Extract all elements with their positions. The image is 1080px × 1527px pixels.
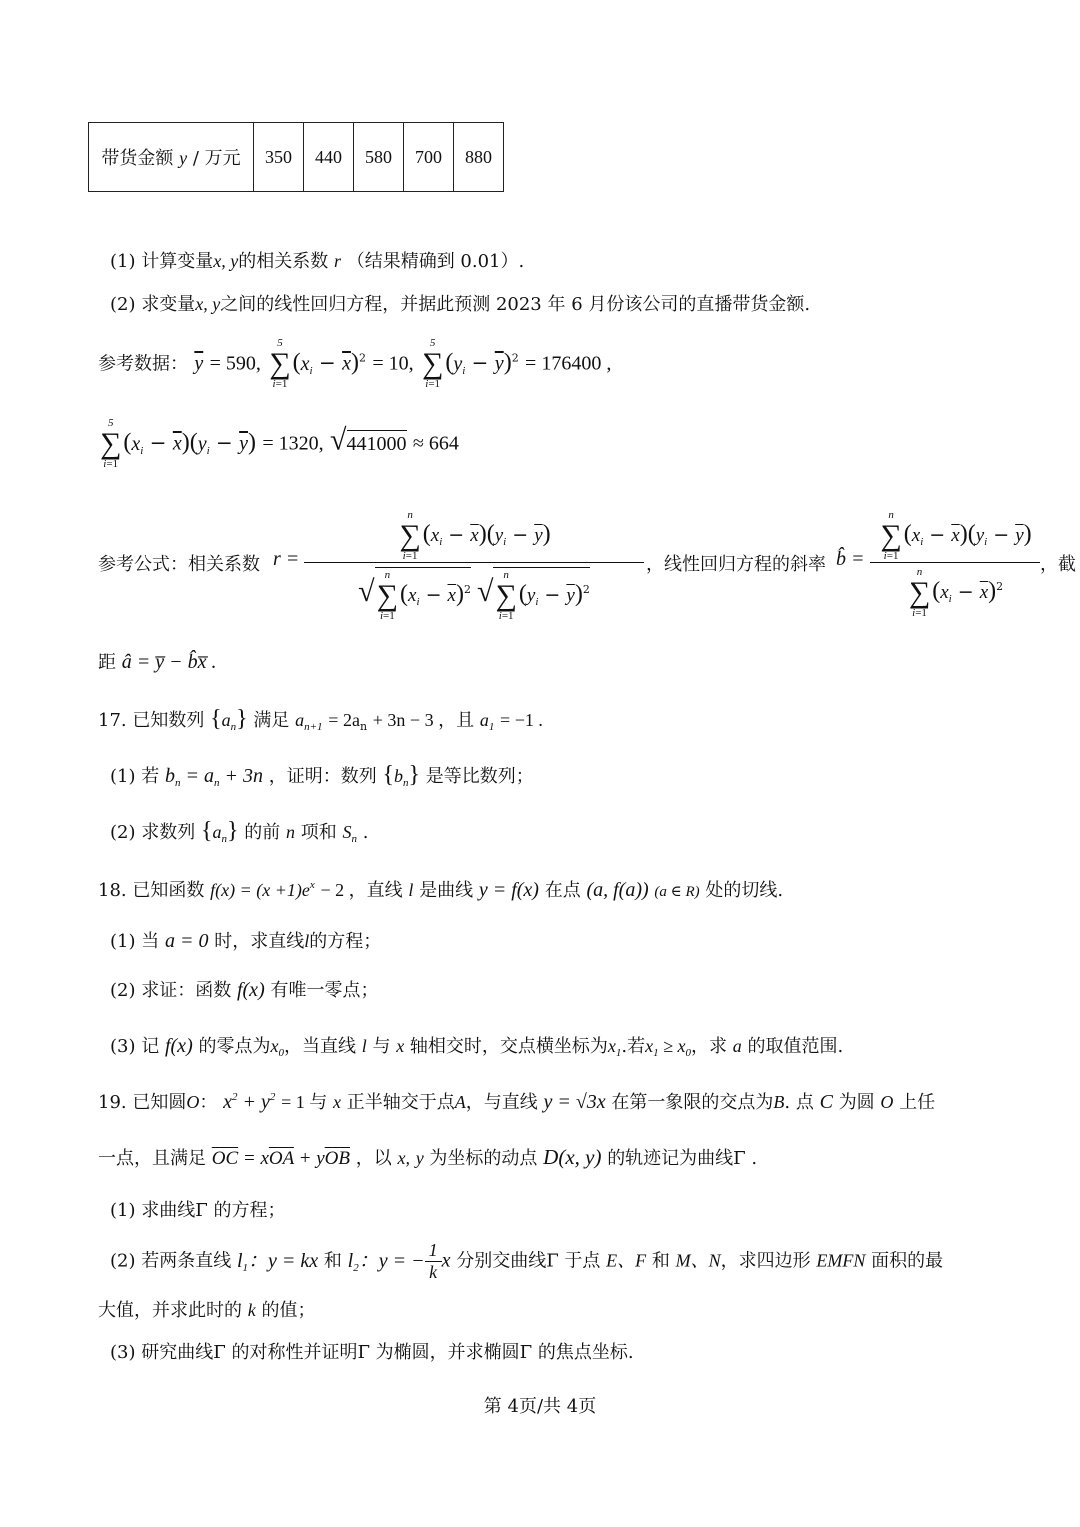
text: 满足 (253, 710, 290, 731)
value-cell: 350 (254, 123, 304, 192)
text: 时，求直线 (214, 931, 305, 952)
text: .若 (621, 1036, 646, 1057)
label: 参考数据： (98, 353, 188, 375)
q18-part2: (2) 求证：函数 f(x) 有唯一零点； (110, 979, 379, 1001)
sqrt-icon: √ (330, 423, 347, 457)
math: r (333, 251, 341, 271)
math: + 3n − 3 ，且 (372, 710, 475, 730)
text: 和 (651, 1250, 670, 1272)
q19-stem-line2: 一点，且满足 $\overline{OC} = x\overline{OA} + y\overline{OB}$ ，以 x, y 为坐标的动点 D(x, y) 的轨迹记为曲线Γ . (98, 1145, 758, 1169)
text: 的取值范围. (747, 1036, 844, 1057)
text: 的前 (244, 822, 281, 843)
q19-part1 (110, 1196, 285, 1222)
text: 的相关系数 (238, 251, 329, 272)
text: 是曲线 (419, 880, 474, 901)
text: （结果精确到 0.01）. (346, 251, 525, 272)
part-number: (2) (110, 1250, 136, 1272)
text: 求证：函数 (141, 980, 232, 1001)
value-cell: 580 (354, 123, 404, 192)
text: 轴相交时，交点横坐标为 (409, 1036, 608, 1057)
part-number: (2) (110, 980, 136, 1001)
part-number: (1) (110, 1200, 136, 1221)
part-number: (2) (110, 822, 136, 843)
text: 与 (372, 1036, 391, 1057)
q18-part1: (1) 当 a = 0 时，求直线l的方程； (110, 930, 382, 952)
text: ： (199, 1092, 218, 1113)
q16-part2 (110, 290, 810, 316)
text: ，求 (691, 1036, 728, 1057)
math: f(x) = (x +1)e (210, 880, 310, 900)
text: 之间的线性回归方程，并据此预测 2023 年 6 月份该公司的直播带货金额. (220, 294, 811, 315)
label: 距 (98, 652, 116, 673)
text: 项和 (300, 822, 337, 843)
q16-ref-data-1: 参考数据： $\overline{y} = 590$, 5 ∑ i=1 $(x_i - \overline{x})^2 = 10$, 5 ∑ i=1 $(y_i - \overline{y})^2 = 176400$ , (98, 337, 612, 390)
q17-stem: 17. 已知数列 $\{a_n\}$ 满足 $a_{n+1} = 2a_n + 3n - 3$ ，且 $a_1 = -1$ . (98, 706, 543, 733)
correlation-formula: n ∑ i=1 $(x_i - \overline{x})(y_i - \overline{y})$ √ n ∑ i=1 $(x_i - \overline{x})^2$ √ n ∑ i=1 $(y_i - \overline{y})^2$ (304, 510, 644, 627)
q19-part2: (2) 若两条直线 $l_1$：y = kx 和 $l_2$：y = − $\frac{1}{k}$ x 分别交曲线Γ 于点 E、F 和 M、N，求四边形 EMFN 面积的最 (110, 1240, 944, 1282)
math: â = y̅ − b̂x̅ . (121, 651, 217, 673)
text: 和 (323, 1250, 342, 1272)
text: 上任 (899, 1092, 936, 1113)
part-number: (3) (110, 1036, 136, 1057)
text: ，与直线 (465, 1092, 538, 1113)
row-unit: / 万元 (192, 148, 241, 169)
math: = 1320, (262, 432, 324, 455)
part-number: (3) (110, 1342, 136, 1363)
q19-stem-line1: 19. 已知圆O： $x^2 + y^2 = 1$ 与 x 正半轴交于点A，与直线 y = √3x 在第一象限的交点为B. 点 C 为圆 O 上任 (98, 1091, 936, 1113)
math: = 176400 , (525, 352, 612, 375)
label: ，线性回归方程的斜率 (646, 554, 826, 575)
row-var: y (179, 148, 188, 168)
text: 的方程； (309, 931, 382, 952)
text: ，以 (355, 1148, 392, 1169)
text: 为坐标的动点 (429, 1148, 538, 1169)
math: − 2 ，直线 (320, 880, 403, 900)
q19-part2-cont: 大值，并求此时的 k 的值； (98, 1300, 316, 1321)
sum-symbol: 5 ∑ i=1 (269, 337, 291, 390)
text: 正半轴交于点 (346, 1092, 455, 1113)
sum-symbol: 5 ∑ i=1 (421, 337, 444, 390)
math: (a ∈ R) (654, 884, 700, 900)
text: ，求四边形 (720, 1250, 811, 1272)
math: = 10, (372, 352, 414, 375)
q18-part3: (3) 记 f(x) 的零点为$x_0$，当直线 l 与 x 轴相交时，交点横坐标为$x_1$.若$x_1 \ge x_0$，求 a 的取值范围. (110, 1035, 844, 1059)
q17-part1: (1) 若 $b_n = a_n + 3n$ ，证明：数列 $\{b_n\}$ 是等比数列； (110, 762, 534, 789)
data-table (88, 122, 504, 192)
text: 计算变量 (141, 251, 214, 272)
part-number: (1) (110, 766, 136, 787)
label: 参考公式：相关系数 (98, 554, 260, 575)
q19-part3 (110, 1338, 634, 1364)
text: 若 (141, 766, 160, 787)
text: 19. 已知圆 (98, 1092, 187, 1113)
text: 的值； (261, 1300, 316, 1321)
table-row (89, 123, 504, 192)
q18-stem: 18. 已知函数 $f(x) = (x +1)e^x - 2$ ，直线 l 是曲线 y = f(x) 在点 (a, f(a)) (a ∈ R) 处的切线. (98, 879, 784, 901)
row-label: 带货金额 (101, 148, 174, 169)
value-cell: 440 (304, 123, 354, 192)
math: = 1 与 (281, 1092, 328, 1112)
part-number: (2) (110, 294, 136, 315)
q16-part1 (110, 247, 524, 273)
label: ，截 (1040, 554, 1076, 575)
text: 分别交曲线Γ 于点 (456, 1250, 601, 1272)
value-cell: 880 (454, 123, 504, 192)
text: 17. 已知数列 (98, 710, 205, 731)
text: 当 (141, 931, 160, 952)
text: ，当直线 (283, 1036, 356, 1057)
text: 一点，且满足 (98, 1148, 206, 1169)
math: a = 0 (164, 930, 209, 952)
text: ，证明：数列 (268, 766, 377, 787)
page-footer: 第 4页/共 4页 (483, 1396, 597, 1417)
text: 18. 已知函数 (98, 880, 205, 901)
q17-part2: (2) 求数列 $\{a_n\}$ 的前 n 项和 $S_n$ . (110, 818, 369, 845)
text: 记 (141, 1036, 160, 1057)
math: 441000 (347, 430, 407, 456)
value-cell: 700 (404, 123, 454, 192)
part-number: (1) (110, 931, 136, 952)
sum-symbol: 5 ∑ i=1 (100, 417, 122, 470)
math: ≈ 664 (412, 432, 459, 455)
text: 若两条直线 (141, 1250, 232, 1272)
text: 求数列 (141, 822, 196, 843)
math: = 590, (209, 352, 261, 375)
text: 的轨迹记为曲线Γ . (607, 1148, 758, 1169)
text: 大值，并求此时的 (98, 1300, 242, 1321)
text: 处的切线. (705, 880, 784, 901)
q16-ref-data-2: 5 ∑ i=1 $(x_i - \overline{x})(y_i - \overline{y}) = 1320$, √441000 ≈ 664 (100, 417, 459, 470)
part-number: (1) (110, 251, 136, 272)
text: 求曲线Γ 的方程； (141, 1200, 286, 1221)
slope-formula: n ∑ i=1 $(x_i - \overline{x})(y_i - \overline{y})$ n ∑ i=1 $(x_i - \overline{x})^2$ (870, 510, 1040, 627)
text: . 点 (784, 1092, 814, 1113)
text: 是等比数列； (425, 766, 534, 787)
q16-intercept (98, 648, 216, 674)
math: = 2a (328, 710, 360, 730)
text: 在点 (544, 880, 581, 901)
text: 有唯一零点； (270, 980, 379, 1001)
text: . (362, 822, 369, 843)
text: 面积的最 (871, 1250, 944, 1272)
text: 求变量 (141, 294, 196, 315)
math: x, y (195, 294, 221, 314)
text: 在第一象限的交点为 (611, 1092, 774, 1113)
math: = −1 . (500, 710, 543, 730)
text: 的零点为 (198, 1036, 271, 1057)
text: 研究曲线Γ 的对称性并证明Γ 为椭圆，并求椭圆Γ 的焦点坐标. (141, 1342, 634, 1363)
row-label-cell (89, 123, 254, 192)
math: x, y (213, 251, 239, 271)
text: 为圆 (838, 1092, 875, 1113)
